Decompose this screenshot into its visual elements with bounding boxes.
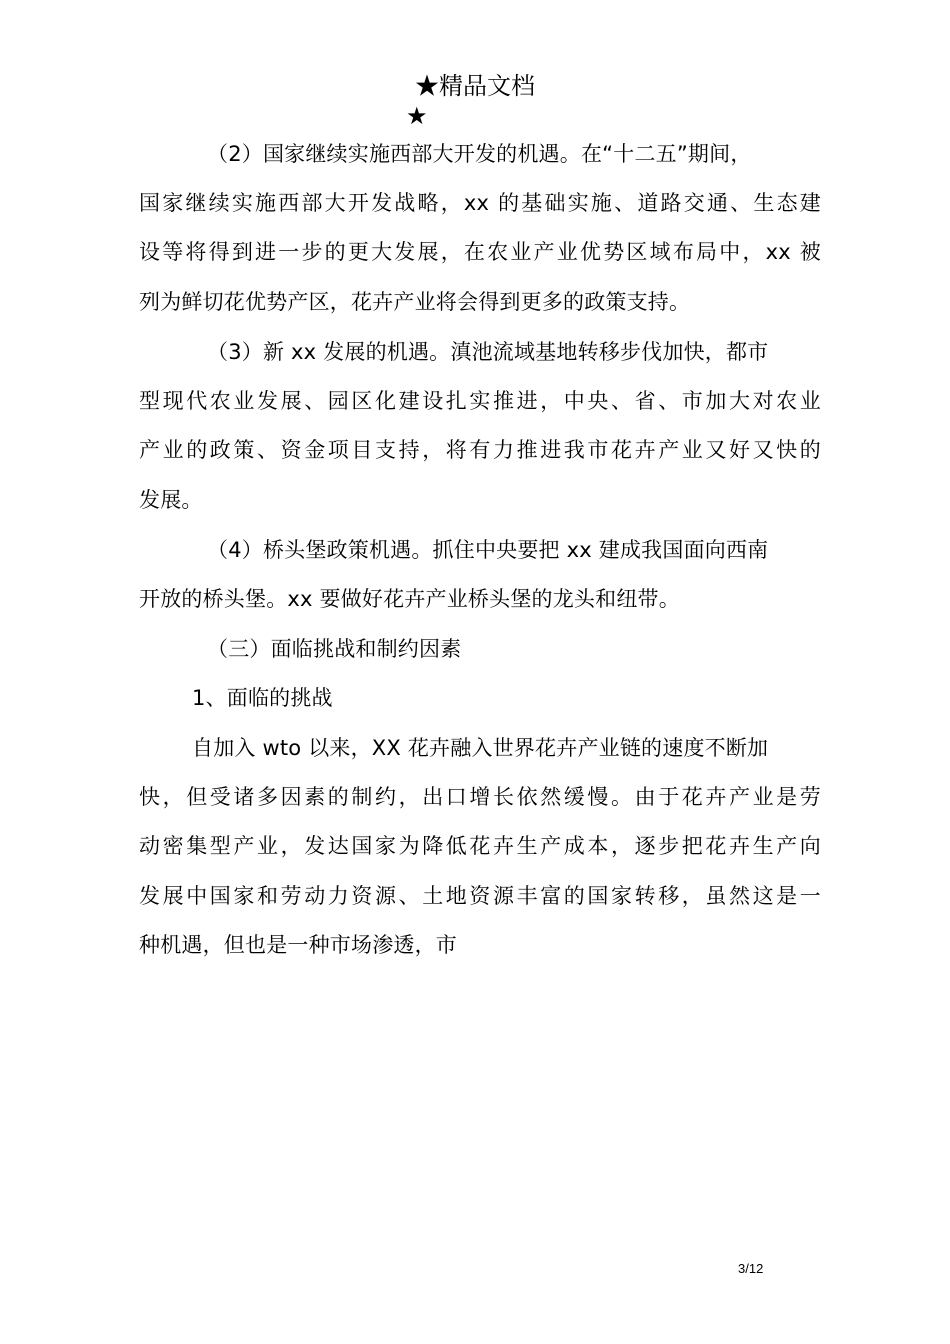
paragraph-challenge-line-2: 快，但受诸多因素的制约，出口增长依然缓慢。由于花卉产业是劳 <box>139 785 821 809</box>
paragraph-2-line-4: 列为鲜切花优势产区，花卉产业将会得到更多的政策支持。 <box>139 290 691 314</box>
paragraph-4-line-1: （4）桥头堡政策机遇。抓住中央要把 xx 建成我国面向西南 <box>207 538 769 562</box>
paragraph-challenge-line-3: 动密集型产业，发达国家为降低花卉生产成本，逐步把花卉生产向 <box>139 834 821 858</box>
header-star-icon: ★ <box>406 102 428 130</box>
paragraph-3-line-4: 发展。 <box>139 488 203 512</box>
section-heading: （三）面临挑战和制约因素 <box>207 637 462 661</box>
paragraph-3-line-1: （3）新 xx 发展的机遇。滇池流域基地转移步伐加快，都市 <box>207 340 769 364</box>
paragraph-challenge-line-5: 种机遇，但也是一种市场渗透，市 <box>139 933 457 957</box>
paragraph-2-line-2: 国家继续实施西部大开发战略，xx 的基础实施、道路交通、生态建 <box>139 191 821 215</box>
subsection-heading: 1、面临的挑战 <box>192 686 333 710</box>
paragraph-3-line-2: 型现代农业发展、园区化建设扎实推进，中央、省、市加大对农业 <box>139 389 821 413</box>
paragraph-3-line-3: 产业的政策、资金项目支持，将有力推进我市花卉产业又好又快的 <box>139 438 821 462</box>
paragraph-2-line-3: 设等将得到进一步的更大发展，在农业产业优势区域布局中，xx 被 <box>139 240 821 264</box>
page-number: 3/12 <box>738 1261 764 1276</box>
paragraph-challenge-line-4: 发展中国家和劳动力资源、土地资源丰富的国家转移，虽然这是一 <box>139 884 821 908</box>
header-title: ★精品文档 <box>415 72 535 100</box>
paragraph-4-line-2: 开放的桥头堡。xx 要做好花卉产业桥头堡的龙头和纽带。 <box>139 587 680 611</box>
paragraph-2-line-1: （2）国家继续实施西部大开发的机遇。在“十二五”期间， <box>207 142 752 166</box>
paragraph-challenge-line-1: 自加入 wto 以来，XX 花卉融入世界花卉产业链的速度不断加 <box>192 736 769 760</box>
